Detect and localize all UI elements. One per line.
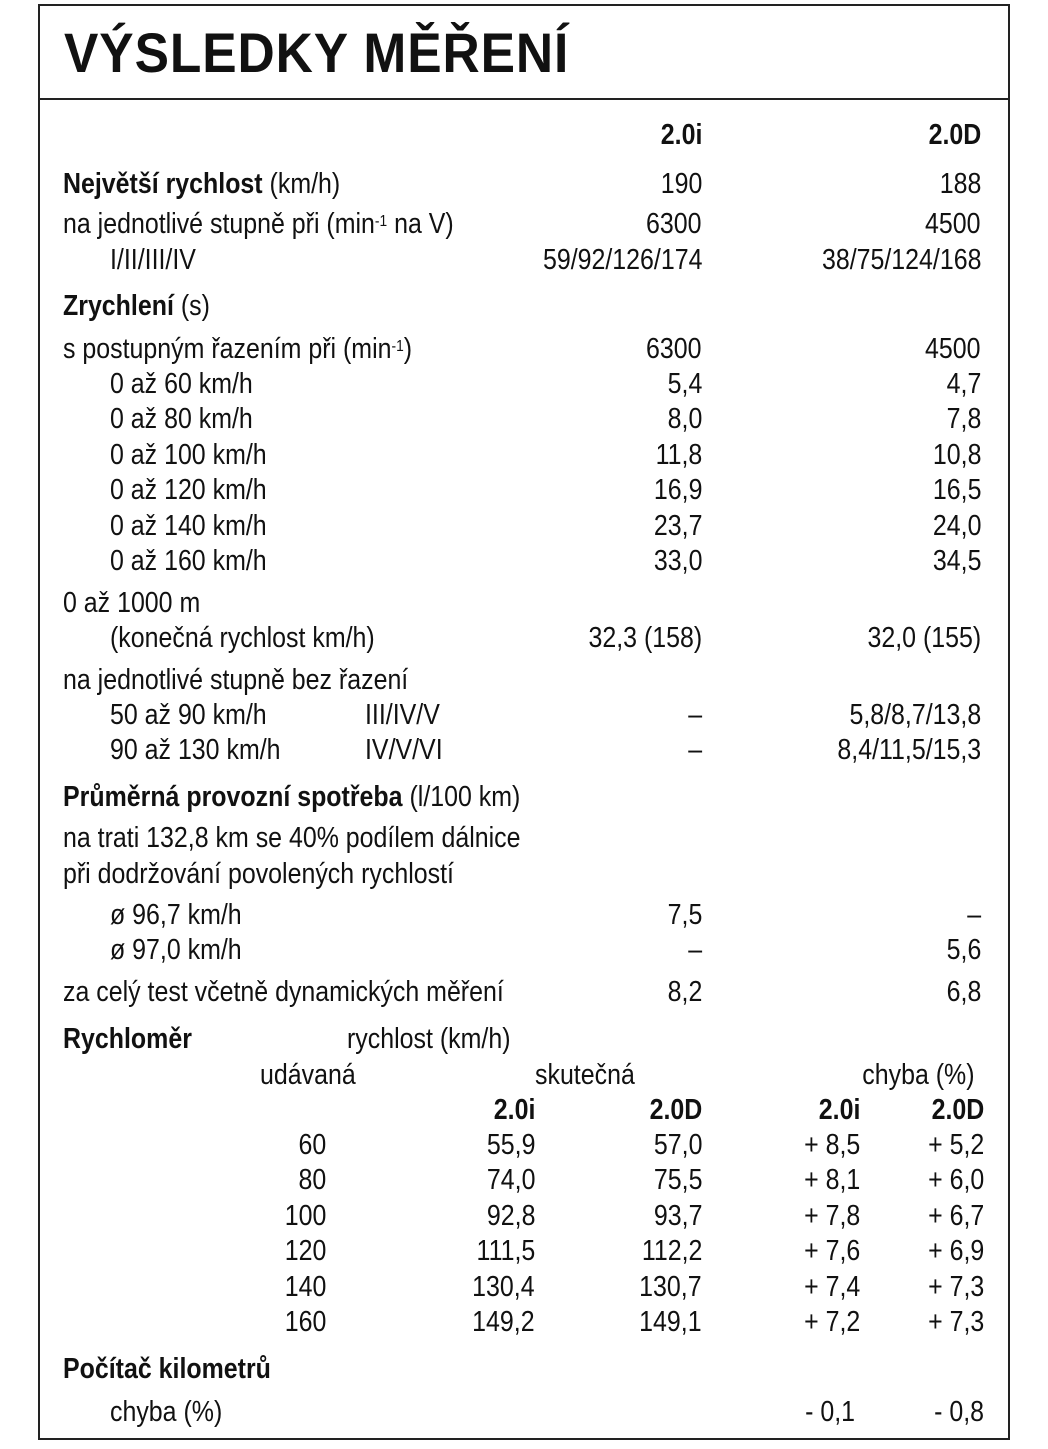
top-speed-label-unit: (km/h) [269,168,341,200]
top-speed-label-bold: Největší rychlost [63,168,263,200]
value-2-0d: 24,0 [932,509,981,542]
value-2-0i: 5,4 [667,368,702,400]
value-2-0d: 32,0 (155) [867,622,981,654]
km1000-sub-label: (konečná rychlost km/h) [110,622,375,654]
value-2-0d: 4,7 [946,368,981,400]
value-2-0d: 6,8 [946,976,981,1008]
actual-2-0d: 130,7 [639,1270,702,1303]
value-2-0i: 190 [660,168,702,200]
value-2-0d: 7,8 [946,403,981,436]
consumption-label-unit: (l/100 km) [409,781,521,813]
consumption-note-1: na trati 132,8 km se 40% podílem dálnice [63,822,521,854]
value-2-0d: 5,6 [946,934,981,966]
error-2-0d-header: 2.0D [931,1094,984,1126]
actual-2-0i: 55,9 [486,1129,535,1161]
no-shift-row-gears: III/IV/V [365,699,440,731]
value-2-0d: – [967,899,981,931]
column-header-2-0d: 2.0D [928,119,981,151]
title-bar [40,6,1008,100]
value-2-0i: 59/92/126/174 [542,244,702,276]
error-2-0i: + 7,4 [803,1270,860,1303]
actual-2-0d: 57,0 [653,1129,702,1161]
actual-2-0i: 74,0 [486,1164,535,1197]
gears-speed-label-post: na V) [387,208,454,240]
actual-2-0i: 130,4 [472,1270,535,1303]
odometer-label: Počítač kilometrů [63,1353,271,1385]
acceleration-label-bold: Zrychlení [63,290,174,322]
error-2-0i: + 8,1 [803,1164,860,1197]
actual-2-0d: 149,1 [639,1306,702,1338]
value-2-0i: 6300 [646,208,702,240]
value-2-0i: 32,3 (158) [588,622,702,654]
value-2-0d: 34,5 [932,545,981,577]
no-shift-row-label: 90 až 130 km/h [110,734,281,766]
error-2-0d: + 6,0 [927,1164,984,1197]
accel-row-label: 0 až 160 km/h [110,545,267,577]
top-speed-label [63,167,340,201]
value-2-0d: - 0,8 [934,1396,984,1428]
accel-shift-label [63,332,412,366]
no-shift-row-label: 50 až 90 km/h [110,699,267,731]
error-2-0d: + 5,2 [927,1129,984,1161]
error-2-0d: + 6,9 [927,1235,984,1268]
value-2-0i: 8,2 [667,976,702,1008]
consumption-total-label: za celý test včetně dynamických měření [63,976,504,1008]
value-2-0d: 188 [939,168,981,200]
error-2-0d: + 7,3 [927,1306,984,1338]
consumption-label [63,780,520,814]
error-2-0i: + 7,6 [803,1235,860,1268]
acceleration-label [63,289,210,323]
indicated-header: udávaná [260,1059,356,1091]
consumption-note-2: při dodržování povolených rychlostí [63,858,454,890]
value-2-0d: 8,4/11,5/15,3 [837,734,981,766]
value-2-0d: 5,8/8,7/13,8 [849,699,981,731]
accel-shift-label-pre: s postupným řazením při (min [63,333,392,365]
error-2-0i: + 7,2 [803,1306,860,1338]
odometer-error-label: chyba (%) [110,1396,223,1428]
indicated-speed: 60 [298,1129,326,1161]
indicated-speed: 120 [284,1235,326,1268]
consumption-row-label: ø 97,0 km/h [110,934,242,966]
km1000-label: 0 až 1000 m [63,587,201,619]
actual-2-0i: 111,5 [476,1235,535,1268]
error-2-0d: + 6,7 [927,1199,984,1232]
gears-speed-label [63,207,454,241]
value-2-0d: 4500 [925,208,981,240]
acceleration-label-unit: (s) [180,290,210,322]
error-2-0i: + 7,8 [803,1199,860,1232]
consumption-row-label: ø 96,7 km/h [110,899,242,931]
value-2-0d: 38/75/124/168 [821,244,981,276]
accel-shift-label-post: ) [403,333,413,365]
value-2-0i: 33,0 [653,545,702,577]
accel-row-label: 0 až 140 km/h [110,509,267,542]
value-2-0d: 10,8 [932,438,981,471]
column-header-2-0i: 2.0i [660,119,702,151]
error-2-0i: + 8,5 [803,1129,860,1161]
actual-2-0d-header: 2.0D [649,1094,702,1126]
actual-2-0d: 75,5 [653,1164,702,1197]
speedometer-label: Rychloměr [63,1023,192,1055]
value-2-0d: 16,5 [932,474,981,507]
error-2-0d: + 7,3 [927,1270,984,1303]
gears-list-label: I/II/III/IV [110,244,196,276]
actual-2-0d: 112,2 [641,1235,702,1268]
no-shift-label: na jednotlivé stupně bez řazení [63,664,409,696]
gears-speed-label-sup: -1 [374,213,388,230]
accel-row-label: 0 až 120 km/h [110,474,267,507]
accel-shift-label-sup: -1 [391,338,404,355]
value-2-0i: 7,5 [667,899,702,931]
accel-row-label: 0 až 60 km/h [110,368,253,400]
accel-row-label: 0 až 80 km/h [110,403,253,436]
value-2-0i: 8,0 [667,403,702,436]
error-2-0i-header: 2.0i [818,1094,860,1126]
consumption-label-bold: Průměrná provozní spotřeba [63,781,403,813]
accel-row-label: 0 až 100 km/h [110,438,267,471]
value-2-0d: 4500 [925,333,981,365]
value-2-0i: - 0,1 [805,1396,855,1428]
value-2-0i: – [688,934,702,966]
value-2-0i: 11,8 [655,438,702,471]
indicated-speed: 160 [284,1306,326,1338]
gears-speed-label-pre: na jednotlivé stupně při (min [63,208,375,240]
indicated-speed: 80 [298,1164,326,1197]
speed-header: rychlost (km/h) [347,1023,511,1055]
page-title: VÝSLEDKY MĚŘENÍ [64,21,570,84]
value-2-0i: 23,7 [653,509,702,542]
value-2-0i: – [688,699,702,731]
actual-2-0i: 149,2 [472,1306,535,1338]
no-shift-row-gears: IV/V/VI [365,734,443,766]
actual-2-0d: 93,7 [653,1199,702,1232]
actual-2-0i-header: 2.0i [493,1094,535,1126]
value-2-0i: 16,9 [653,474,702,507]
value-2-0i: 6300 [646,333,702,365]
actual-header: skutečná [535,1059,635,1091]
actual-2-0i: 92,8 [486,1199,535,1232]
indicated-speed: 100 [284,1199,326,1232]
error-header: chyba (%) [862,1059,975,1091]
value-2-0i: – [688,734,702,766]
indicated-speed: 140 [284,1270,326,1303]
